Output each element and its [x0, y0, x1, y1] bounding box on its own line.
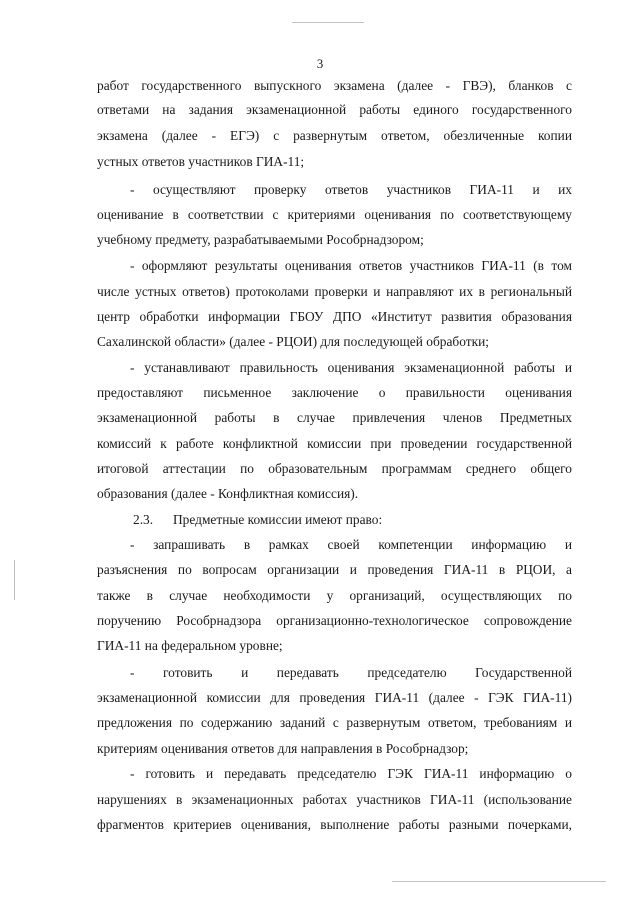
section-heading-text: Предметные комиссии имеют право: — [173, 512, 383, 527]
scan-edge-left — [14, 560, 15, 600]
text-line: итоговой аттестации по образовательным программам среднего общего — [97, 461, 572, 476]
text-line: - оформляют результаты оценивания ответов участников ГИА-11 (в том — [130, 258, 572, 273]
text-line: разъяснения по вопросам организации и проведения ГИА-11 в РЦОИ, а — [97, 562, 572, 577]
text-line: - готовить и передавать председателю ГЭК ГИА-11 информацию о — [130, 766, 572, 781]
text-line: учебному предмету, разрабатываемыми Рособрнадзором; — [97, 232, 424, 247]
page-number: 3 — [316, 56, 324, 71]
text-line: устных ответов участников ГИА-11; — [97, 154, 305, 169]
text-line: числе устных ответов) протоколами проверки и направляют их в региональный — [97, 284, 572, 299]
text-line: ответами на задания экзаменационной работы единого государственного — [97, 102, 572, 117]
text-line: критериям оценивания ответов для направления в Рособрнадзор; — [97, 741, 469, 756]
text-line: - осуществляют проверку ответов участников ГИА-11 и их — [130, 182, 572, 197]
text-line: экзаменационной комиссии для проведения ГИА-11 (далее - ГЭК ГИА-11) — [97, 690, 572, 705]
text-line: фрагментов критериев оценивания, выполнение работы разными почерками, — [97, 817, 572, 832]
text-line: работ государственного выпускного экзамена (далее - ГВЭ), бланков с — [97, 78, 572, 93]
text-line: нарушениях в экзаменационных работах участников ГИА-11 (использование — [97, 792, 572, 807]
text-line: - устанавливают правильность оценивания экзаменационной работы и — [130, 360, 572, 375]
text-line: комиссий к работе конфликтной комиссии при проведении государственной — [97, 436, 572, 451]
text-line: - запрашивать в рамках своей компетенции информацию и — [130, 537, 572, 552]
text-line: предложения по содержанию заданий с развернутым ответом, требованиям и — [97, 715, 572, 730]
text-line: центр обработки информации ГБОУ ДПО «Институт развития образования — [97, 309, 572, 324]
text-line: экзаменационной работы в случае привлечения членов Предметных — [97, 410, 572, 425]
text-line: экзамена (далее - ЕГЭ) с развернутым ответом, обезличенные копии — [97, 128, 572, 143]
text-line: ГИА-11 на федеральном уровне; — [97, 638, 283, 653]
text-line: оценивание в соответствии с критериями оценивания по соответствующему — [97, 207, 572, 222]
text-line: также в случае необходимости у организаций, осуществляющих по — [97, 588, 572, 603]
text-line: образования (далее - Конфликтная комиссия). — [97, 486, 359, 501]
text-line: - готовить и передавать председателю Государственной — [130, 665, 572, 680]
text-line: поручению Рособрнадзора организационно-технологическое сопровождение — [97, 613, 572, 628]
text-line: предоставляют письменное заключение о правильности оценивания — [97, 385, 572, 400]
scan-mark-bottom — [392, 881, 606, 882]
section-heading — [133, 512, 572, 528]
scan-mark-top — [292, 22, 364, 23]
text-line: Сахалинской области» (далее - РЦОИ) для последующей обработки; — [97, 334, 489, 349]
section-number: 2.3. — [133, 512, 154, 527]
